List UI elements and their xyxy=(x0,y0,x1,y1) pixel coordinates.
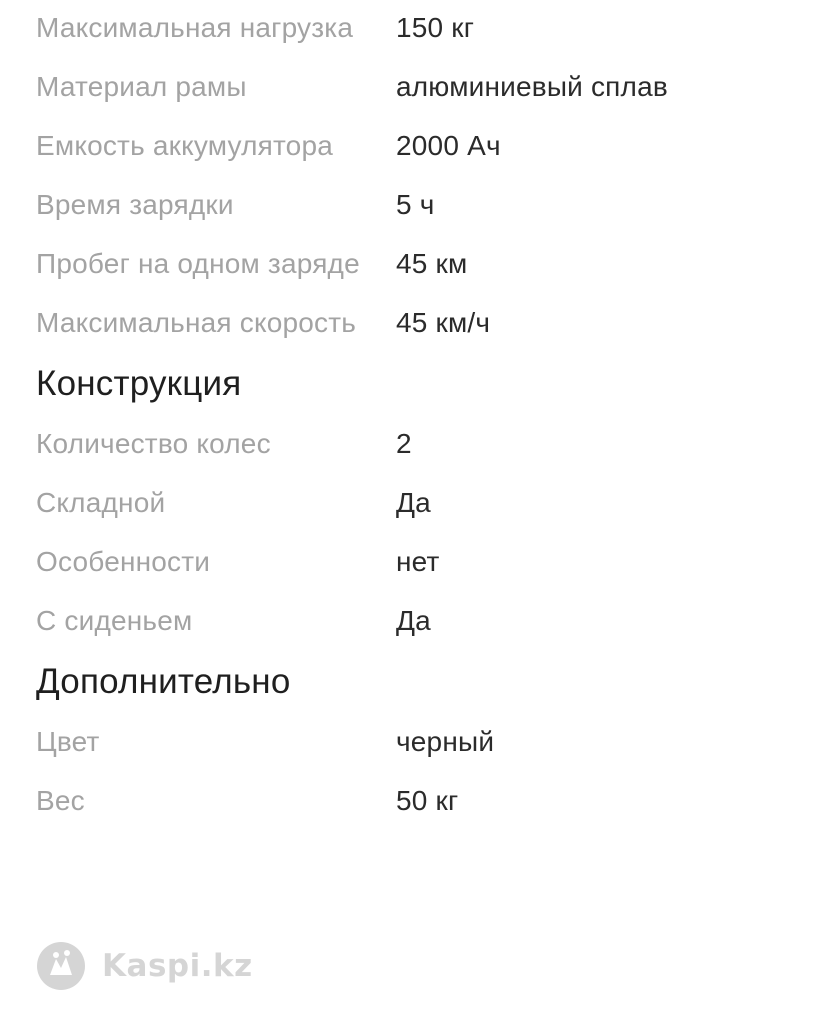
spec-row-max-speed xyxy=(36,303,796,342)
spec-value: 5 ч xyxy=(396,189,435,220)
spec-label: Цвет xyxy=(36,726,100,757)
spec-row-battery-capacity xyxy=(36,126,796,165)
spec-value: нет xyxy=(396,546,440,577)
spec-value: Да xyxy=(396,487,431,518)
spec-label: Количество колес xyxy=(36,428,271,459)
spec-label: Время зарядки xyxy=(36,189,234,220)
spec-value: алюминиевый сплав xyxy=(396,71,668,102)
spec-value: 50 кг xyxy=(396,785,459,816)
spec-value: 2000 Ач xyxy=(396,130,501,161)
spec-value: 45 км xyxy=(396,248,468,279)
spec-value: 2 xyxy=(396,428,412,459)
spec-value: 45 км/ч xyxy=(396,307,491,338)
spec-row-frame-material xyxy=(36,67,796,106)
section-title-additional: Дополнительно xyxy=(36,662,291,701)
spec-label: Складной xyxy=(36,487,166,518)
watermark-text: Kaspi.kz xyxy=(102,948,253,984)
spec-row-color xyxy=(36,722,796,761)
spec-label: Максимальная скорость xyxy=(36,307,357,338)
spec-row-features xyxy=(36,542,796,581)
spec-value: Да xyxy=(396,605,431,636)
kaspi-watermark xyxy=(36,940,253,992)
spec-label: Особенности xyxy=(36,546,211,577)
spec-label: С сиденьем xyxy=(36,605,193,636)
spec-label: Материал рамы xyxy=(36,71,247,102)
spec-label: Емкость аккумулятора xyxy=(36,130,334,161)
spec-label: Максимальная нагрузка xyxy=(36,12,354,43)
spec-label: Вес xyxy=(36,785,85,816)
spec-value: черный xyxy=(396,726,495,757)
spec-list xyxy=(36,8,796,840)
spec-row-wheel-count xyxy=(36,424,796,463)
spec-row-charge-time xyxy=(36,185,796,224)
spec-row-with-seat xyxy=(36,601,796,640)
spec-row-foldable xyxy=(36,483,796,522)
spec-row-range xyxy=(36,244,796,283)
spec-row-weight xyxy=(36,781,796,820)
spec-value: 150 кг xyxy=(396,12,475,43)
spec-row-max-load xyxy=(36,8,796,47)
kaspi-logo-icon xyxy=(36,941,86,991)
spec-label: Пробег на одном заряде xyxy=(36,248,360,279)
section-title-construction: Конструкция xyxy=(36,364,242,403)
